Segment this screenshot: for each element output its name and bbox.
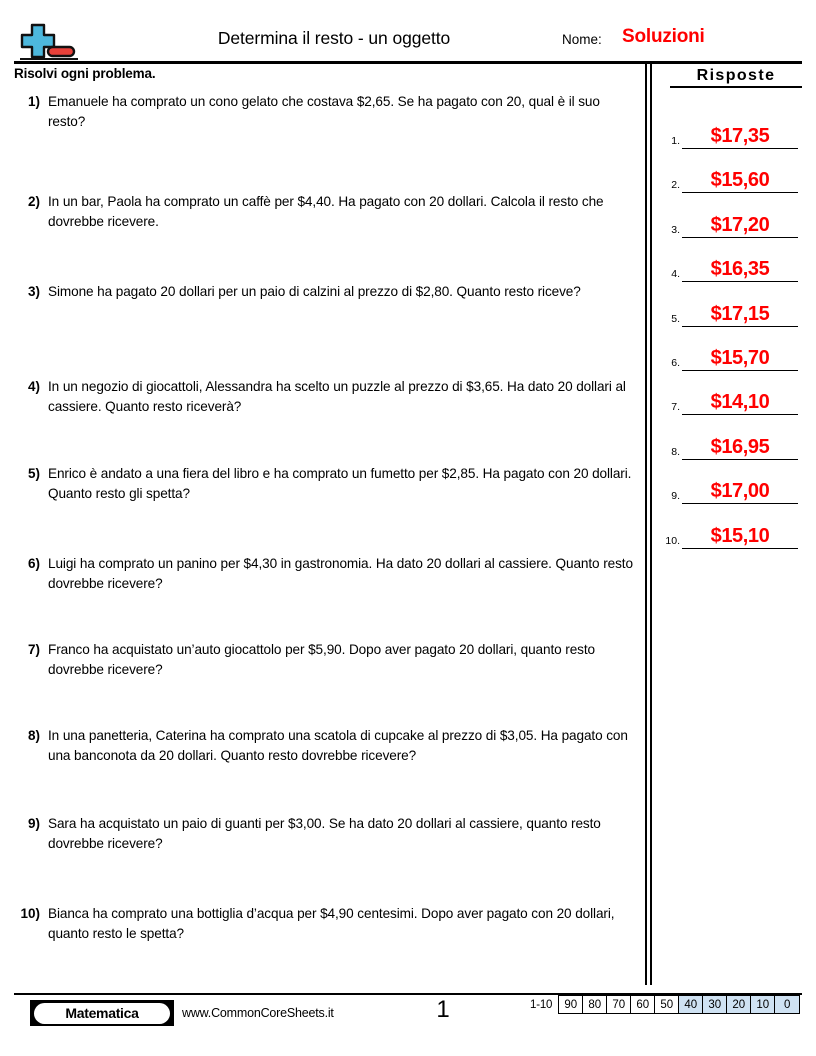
answer-value: $17,20: [710, 213, 770, 236]
question-item: [14, 464, 638, 503]
instruction-text: Risolvi ogni problema.: [14, 66, 156, 81]
answer-value: $14,10: [710, 391, 770, 414]
question-item: [14, 814, 638, 853]
header-divider: [14, 61, 802, 64]
question-text: In una panetteria, Caterina ha comprato una scatola di cupcake al prezzo di $3,05. Ha pagato con una banconota da 20 dollari. Quanto resto dovrebbe ricevere?: [48, 728, 628, 763]
question-text: Bianca ha comprato una bottiglia d’acqua per $4,90 centesimi. Dopo aver pagato con 20 dollari, quanto resto le spetta?: [48, 906, 615, 941]
question-text: Simone ha pagato 20 dollari per un paio di calzini al prezzo di $2,80. Quanto resto riceve?: [48, 284, 581, 299]
question-number: 3): [27, 284, 40, 299]
answer-item: [658, 505, 802, 549]
answer-number: 9.: [671, 490, 680, 503]
answer-value: $17,00: [710, 480, 770, 503]
grading-scale-cell: 40: [679, 996, 703, 1013]
answer-number: 4.: [671, 268, 680, 281]
answer-number: 2.: [671, 179, 680, 192]
grading-scale-cell: 20: [727, 996, 751, 1013]
question-item: [14, 640, 638, 679]
answer-number: 7.: [671, 401, 680, 414]
question-item: [14, 377, 638, 416]
question-item: [14, 92, 638, 131]
question-item: [14, 192, 638, 231]
grading-scale-cell: 0: [775, 996, 799, 1013]
question-item: [14, 554, 638, 593]
question-number: 5): [27, 466, 40, 481]
answers-title: Risposte: [670, 67, 802, 88]
answer-item: [658, 416, 802, 460]
question-text: Emanuele ha comprato un cono gelato che costava $2,65. Se ha pagato con 20, qual è il suo resto?: [48, 94, 600, 129]
grading-scale-cell: 10: [751, 996, 775, 1013]
question-text: Franco ha acquistato un’auto giocattolo per $5,90. Dopo aver pagato 20 dollari, quanto resto dovrebbe ricevere?: [48, 642, 596, 677]
column-divider: [645, 63, 652, 985]
answer-value: $15,10: [710, 524, 770, 547]
name-value: Soluzioni: [622, 26, 705, 47]
question-number: 7): [27, 642, 40, 657]
grading-scale-cell: 80: [583, 996, 607, 1013]
question-number: 10): [20, 906, 40, 921]
answer-value: $17,15: [710, 302, 770, 325]
answer-item: [658, 194, 802, 238]
page-number: 1: [436, 996, 450, 1023]
answer-item: [658, 149, 802, 193]
worksheet-header: [14, 20, 802, 62]
grading-scale-cell: 60: [631, 996, 655, 1013]
grading-scale-cells: [558, 995, 800, 1014]
answer-value: $17,35: [710, 125, 770, 147]
answer-value: $15,60: [710, 169, 770, 192]
grading-scale-cell: 30: [703, 996, 727, 1013]
question-text: Sara ha acquistato un paio di guanti per $3,00. Se ha dato 20 dollari al cassiere, quanto resto dovrebbe ricevere?: [48, 816, 601, 851]
question-text: In un negozio di giocattoli, Alessandra ha scelto un puzzle al prezzo di $3,65. Ha dato 20 dollari al cassiere. Quanto resto riceverà?: [48, 379, 626, 414]
answer-value: $16,35: [710, 258, 770, 281]
grading-scale-cell: 70: [607, 996, 631, 1013]
question-text: In un bar, Paola ha comprato un caffè per $4,40. Ha pagato con 20 dollari. Calcola il resto che dovrebbe ricevere.: [48, 194, 604, 229]
grading-scale-cell: 90: [559, 996, 583, 1013]
grading-scale-label: 1-10: [530, 998, 553, 1011]
question-number: 9): [27, 816, 40, 831]
answer-item: [658, 327, 802, 371]
question-number: 2): [27, 194, 40, 209]
answer-number: 6.: [671, 357, 680, 369]
question-item: [14, 282, 638, 302]
answer-number: 1.: [671, 135, 680, 147]
question-number: 1): [27, 94, 40, 109]
website-url: www.CommonCoreSheets.it: [182, 1006, 334, 1020]
question-text: Enrico è andato a una fiera del libro e ha comprato un fumetto per $2,85. Ha pagato con 20 dollari. Quanto resto gli spetta?: [48, 466, 632, 501]
answer-number: 8.: [671, 445, 680, 458]
grading-scale-cell: 50: [655, 996, 679, 1013]
brand-badge: [30, 1000, 174, 1026]
answer-number: 5.: [671, 312, 680, 325]
answer-number: 10.: [665, 534, 680, 547]
name-label: Nome:: [562, 32, 602, 47]
page-title: Determina il resto - un oggetto: [217, 28, 451, 48]
question-number: 4): [27, 379, 40, 394]
answer-item: [658, 238, 802, 282]
answer-number: 3.: [671, 223, 680, 236]
answer-item: [658, 460, 802, 504]
question-number: 6): [27, 556, 40, 571]
answer-value: $16,95: [710, 435, 770, 458]
answer-item: [658, 283, 802, 327]
answer-item: [658, 105, 802, 149]
answer-value: $15,70: [710, 347, 770, 369]
brand-label: Matematica: [65, 1005, 139, 1021]
question-item: [14, 726, 638, 765]
grading-scale: [530, 995, 800, 1014]
plus-minus-icon: [18, 22, 80, 62]
question-text: Luigi ha comprato un panino per $4,30 in gastronomia. Ha dato 20 dollari al cassiere. Quanto resto dovrebbe ricevere?: [48, 556, 633, 591]
answer-item: [658, 371, 802, 415]
question-item: [14, 904, 638, 943]
question-number: 8): [27, 728, 40, 743]
